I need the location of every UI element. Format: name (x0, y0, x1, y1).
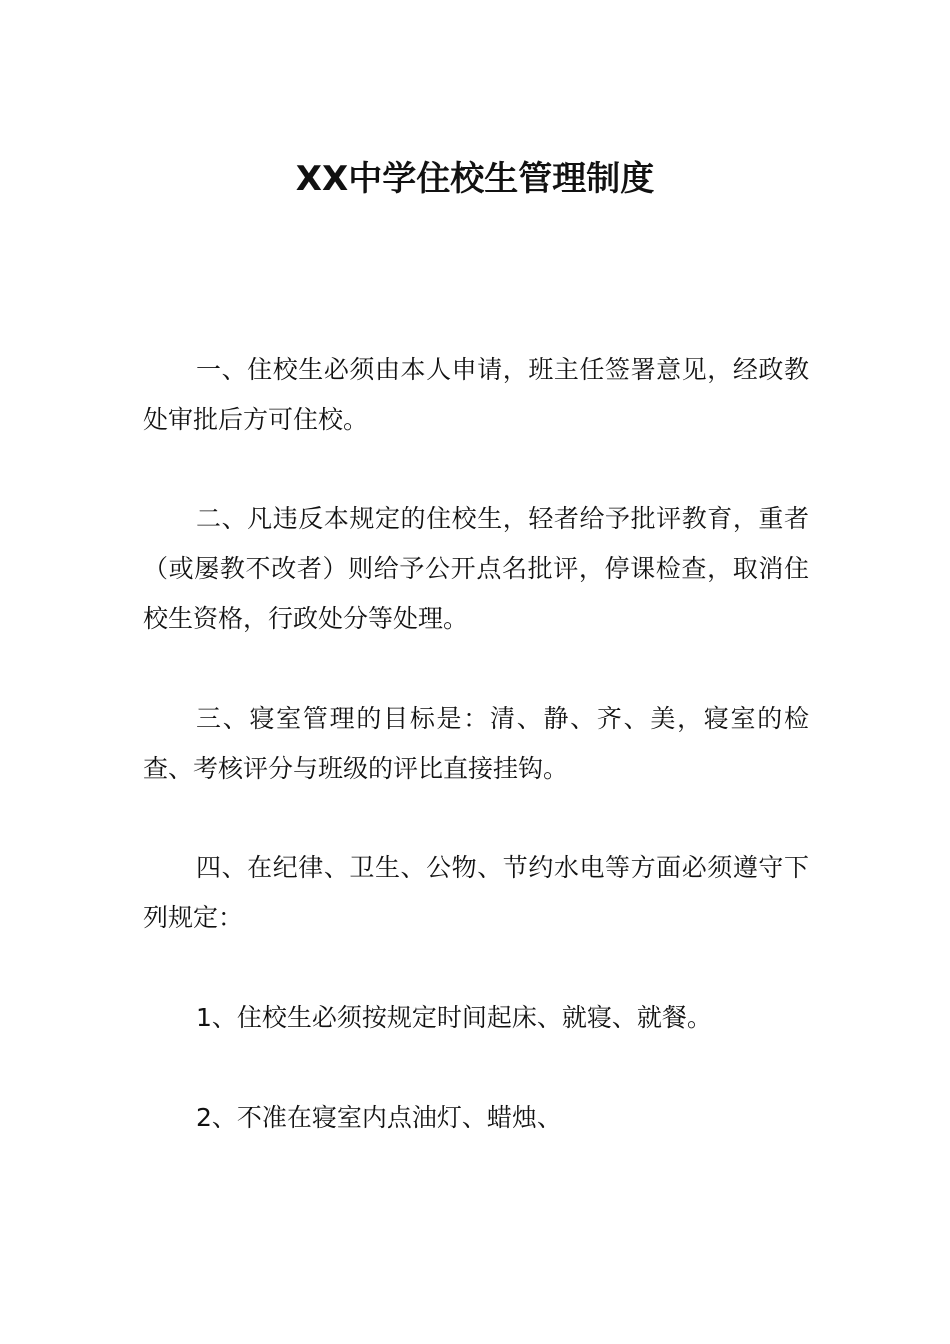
paragraph-3: 三、寝室管理的目标是：清、静、齐、美，寝室的检查、考核评分与班级的评比直接挂钩。 (143, 704, 809, 783)
paragraph-4: 四、在纪律、卫生、公物、节约水电等方面必须遵守下列规定： (143, 853, 809, 932)
paragraph-2: 二、凡违反本规定的住校生，轻者给予批评教育，重者（或屡教不改者）则给予公开点名批评，停课检查，取消住校生资格，行政处分等处理。 (143, 504, 809, 633)
list-item-1: 1、住校生必须按规定时间起床、就寝、就餐。 (196, 1003, 712, 1032)
document-title: XX中学住校生管理制度 (295, 159, 655, 199)
list-item-2: 2、不准在寝室内点油灯、蜡烛、 (196, 1103, 562, 1132)
paragraph-1: 一、住校生必须由本人申请，班主任签署意见，经政教处审批后方可住校。 (143, 355, 809, 434)
